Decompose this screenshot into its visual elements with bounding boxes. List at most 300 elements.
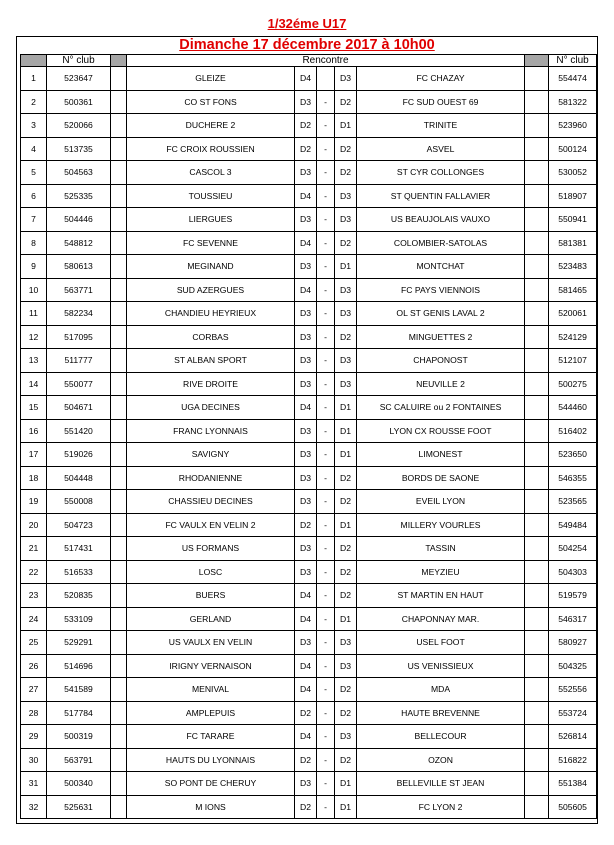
row-number: 15	[21, 396, 47, 420]
home-division: D3	[295, 208, 317, 232]
separator: -	[317, 678, 335, 702]
away-division: D2	[335, 231, 357, 255]
table-row	[21, 560, 597, 584]
home-team: GERLAND	[127, 607, 295, 631]
home-club-number: 500340	[47, 772, 111, 796]
away-club-number: 546355	[549, 466, 597, 490]
home-team: US FORMANS	[127, 537, 295, 561]
away-club-number: 504325	[549, 654, 597, 678]
home-division: D3	[295, 443, 317, 467]
away-club-number: 516402	[549, 419, 597, 443]
spacer-right	[525, 372, 549, 396]
away-club-number: 519579	[549, 584, 597, 608]
home-club-number: 548812	[47, 231, 111, 255]
separator: -	[317, 560, 335, 584]
home-club-number: 504446	[47, 208, 111, 232]
away-club-number: 505605	[549, 795, 597, 819]
away-team: MILLERY VOURLES	[357, 513, 525, 537]
away-team: HAUTE BREVENNE	[357, 701, 525, 725]
spacer-left	[111, 325, 127, 349]
spacer-left	[111, 349, 127, 373]
home-division: D3	[295, 302, 317, 326]
spacer-right	[525, 161, 549, 185]
spacer-right	[525, 349, 549, 373]
away-team: ST MARTIN EN HAUT	[357, 584, 525, 608]
away-club-number: 516822	[549, 748, 597, 772]
separator: -	[317, 443, 335, 467]
spacer-left	[111, 137, 127, 161]
home-team: LOSC	[127, 560, 295, 584]
separator: -	[317, 537, 335, 561]
header-index-cell	[21, 55, 47, 67]
spacer-left	[111, 396, 127, 420]
home-club-number: 529291	[47, 631, 111, 655]
spacer-right	[525, 654, 549, 678]
home-division: D3	[295, 466, 317, 490]
away-team: COLOMBIER-SATOLAS	[357, 231, 525, 255]
home-team: RIVE DROITE	[127, 372, 295, 396]
document-title: 1/32éme U17	[267, 16, 347, 31]
away-club-number: 524129	[549, 325, 597, 349]
away-team: TASSIN	[357, 537, 525, 561]
home-club-number: 504723	[47, 513, 111, 537]
away-club-number: 504254	[549, 537, 597, 561]
away-division: D1	[335, 443, 357, 467]
home-team: CASCOL 3	[127, 161, 295, 185]
away-division: D3	[335, 278, 357, 302]
home-team: GLEIZE	[127, 67, 295, 91]
home-division: D4	[295, 67, 317, 91]
home-division: D4	[295, 607, 317, 631]
home-division: D4	[295, 654, 317, 678]
away-team: ASVEL	[357, 137, 525, 161]
away-team: FC SUD OUEST 69	[357, 90, 525, 114]
away-club-number: 523565	[549, 490, 597, 514]
spacer-left	[111, 255, 127, 279]
table-row	[21, 795, 597, 819]
away-division: D1	[335, 772, 357, 796]
spacer-right	[525, 701, 549, 725]
spacer-right	[525, 137, 549, 161]
table-row	[21, 372, 597, 396]
table-row	[21, 419, 597, 443]
away-club-number: 526814	[549, 725, 597, 749]
spacer-left	[111, 278, 127, 302]
away-division: D2	[335, 678, 357, 702]
away-club-number: 581322	[549, 90, 597, 114]
away-team: ST CYR COLLONGES	[357, 161, 525, 185]
spacer-left	[111, 90, 127, 114]
table-row	[21, 396, 597, 420]
away-team: USEL FOOT	[357, 631, 525, 655]
away-team: BELLEVILLE ST JEAN	[357, 772, 525, 796]
table-row	[21, 137, 597, 161]
home-division: D4	[295, 396, 317, 420]
home-club-number: 551420	[47, 419, 111, 443]
separator: -	[317, 607, 335, 631]
away-club-number: 523483	[549, 255, 597, 279]
spacer-right	[525, 278, 549, 302]
table-row	[21, 302, 597, 326]
separator: -	[317, 325, 335, 349]
home-club-number: 563791	[47, 748, 111, 772]
header-spacer-right	[525, 55, 549, 67]
home-club-number: 582234	[47, 302, 111, 326]
spacer-right	[525, 772, 549, 796]
away-division: D3	[335, 654, 357, 678]
separator: -	[317, 255, 335, 279]
separator: -	[317, 795, 335, 819]
home-club-number: 519026	[47, 443, 111, 467]
home-club-number: 516533	[47, 560, 111, 584]
away-club-number: 551384	[549, 772, 597, 796]
spacer-right	[525, 560, 549, 584]
home-team: RHODANIENNE	[127, 466, 295, 490]
table-row	[21, 772, 597, 796]
separator: -	[317, 184, 335, 208]
spacer-right	[525, 678, 549, 702]
away-club-number: 581381	[549, 231, 597, 255]
separator: -	[317, 90, 335, 114]
row-number: 12	[21, 325, 47, 349]
separator: -	[317, 419, 335, 443]
home-club-number: 550008	[47, 490, 111, 514]
away-division: D2	[335, 466, 357, 490]
spacer-left	[111, 466, 127, 490]
table-row	[21, 678, 597, 702]
spacer-right	[525, 90, 549, 114]
row-number: 11	[21, 302, 47, 326]
spacer-left	[111, 584, 127, 608]
away-division: D2	[335, 701, 357, 725]
row-number: 27	[21, 678, 47, 702]
away-club-number: 504303	[549, 560, 597, 584]
away-division: D1	[335, 607, 357, 631]
spacer-right	[525, 795, 549, 819]
spacer-right	[525, 302, 549, 326]
table-row	[21, 443, 597, 467]
spacer-right	[525, 255, 549, 279]
home-team: CORBAS	[127, 325, 295, 349]
spacer-left	[111, 725, 127, 749]
row-number: 25	[21, 631, 47, 655]
home-team: BUERS	[127, 584, 295, 608]
home-team: SAVIGNY	[127, 443, 295, 467]
away-team: BORDS DE SAONE	[357, 466, 525, 490]
separator: -	[317, 748, 335, 772]
home-division: D3	[295, 161, 317, 185]
separator: -	[317, 396, 335, 420]
spacer-right	[525, 607, 549, 631]
home-club-number: 513735	[47, 137, 111, 161]
home-club-number: 500361	[47, 90, 111, 114]
away-team: OZON	[357, 748, 525, 772]
row-number: 16	[21, 419, 47, 443]
spacer-left	[111, 701, 127, 725]
away-division: D2	[335, 137, 357, 161]
home-team: FC TARARE	[127, 725, 295, 749]
away-club-number: 530052	[549, 161, 597, 185]
table-row	[21, 631, 597, 655]
row-number: 21	[21, 537, 47, 561]
home-division: D3	[295, 560, 317, 584]
away-club-number: 552556	[549, 678, 597, 702]
away-division: D3	[335, 372, 357, 396]
row-number: 7	[21, 208, 47, 232]
document-subtitle: Dimanche 17 décembre 2017 à 10h00	[179, 37, 435, 53]
home-team: M IONS	[127, 795, 295, 819]
spacer-left	[111, 678, 127, 702]
home-team: LIERGUES	[127, 208, 295, 232]
spacer-left	[111, 419, 127, 443]
away-division: D2	[335, 537, 357, 561]
table-row	[21, 349, 597, 373]
separator: -	[317, 631, 335, 655]
header-match: Rencontre	[127, 55, 525, 67]
home-team: SO PONT DE CHERUY	[127, 772, 295, 796]
row-number: 29	[21, 725, 47, 749]
home-division: D4	[295, 278, 317, 302]
away-club-number: 553724	[549, 701, 597, 725]
spacer-right	[525, 184, 549, 208]
away-division: D2	[335, 560, 357, 584]
spacer-right	[525, 584, 549, 608]
home-club-number: 525631	[47, 795, 111, 819]
away-club-number: 550941	[549, 208, 597, 232]
spacer-left	[111, 560, 127, 584]
separator: -	[317, 372, 335, 396]
home-team: UGA DECINES	[127, 396, 295, 420]
home-club-number: 504563	[47, 161, 111, 185]
away-club-number: 523650	[549, 443, 597, 467]
home-team: FC VAULX EN VELIN 2	[127, 513, 295, 537]
home-club-number: 504448	[47, 466, 111, 490]
spacer-right	[525, 325, 549, 349]
home-club-number: 520835	[47, 584, 111, 608]
row-number: 31	[21, 772, 47, 796]
spacer-right	[525, 725, 549, 749]
home-team: DUCHERE 2	[127, 114, 295, 138]
separator: -	[317, 725, 335, 749]
fixtures-table	[20, 54, 597, 819]
away-club-number: 520061	[549, 302, 597, 326]
separator: -	[317, 584, 335, 608]
spacer-left	[111, 302, 127, 326]
home-team: CHANDIEU HEYRIEUX	[127, 302, 295, 326]
header-club-number-left: N° club	[47, 55, 111, 67]
row-number: 2	[21, 90, 47, 114]
spacer-left	[111, 795, 127, 819]
row-number: 14	[21, 372, 47, 396]
away-division: D3	[335, 302, 357, 326]
table-row	[21, 748, 597, 772]
separator: -	[317, 208, 335, 232]
home-division: D3	[295, 490, 317, 514]
home-division: D4	[295, 678, 317, 702]
row-number: 3	[21, 114, 47, 138]
away-club-number: 580927	[549, 631, 597, 655]
table-row	[21, 67, 597, 91]
home-division: D4	[295, 725, 317, 749]
away-team: NEUVILLE 2	[357, 372, 525, 396]
home-team: US VAULX EN VELIN	[127, 631, 295, 655]
away-division: D3	[335, 631, 357, 655]
home-division: D3	[295, 349, 317, 373]
away-team: MONTCHAT	[357, 255, 525, 279]
spacer-right	[525, 513, 549, 537]
away-club-number: 554474	[549, 67, 597, 91]
spacer-left	[111, 513, 127, 537]
home-club-number: 517095	[47, 325, 111, 349]
home-team: CO ST FONS	[127, 90, 295, 114]
away-club-number: 512107	[549, 349, 597, 373]
away-club-number: 500275	[549, 372, 597, 396]
home-team: HAUTS DU LYONNAIS	[127, 748, 295, 772]
spacer-left	[111, 372, 127, 396]
row-number: 10	[21, 278, 47, 302]
spacer-right	[525, 208, 549, 232]
separator: -	[317, 701, 335, 725]
away-club-number: 581465	[549, 278, 597, 302]
home-team: ST ALBAN SPORT	[127, 349, 295, 373]
separator: -	[317, 161, 335, 185]
row-number: 13	[21, 349, 47, 373]
spacer-right	[525, 114, 549, 138]
away-division: D1	[335, 513, 357, 537]
away-team: MINGUETTES 2	[357, 325, 525, 349]
home-club-number: 563771	[47, 278, 111, 302]
row-number: 9	[21, 255, 47, 279]
home-division: D4	[295, 584, 317, 608]
table-row	[21, 607, 597, 631]
separator: -	[317, 114, 335, 138]
away-club-number: 523960	[549, 114, 597, 138]
table-row	[21, 90, 597, 114]
row-number: 18	[21, 466, 47, 490]
table-row	[21, 184, 597, 208]
home-club-number: 525335	[47, 184, 111, 208]
spacer-right	[525, 231, 549, 255]
away-team: CHAPONOST	[357, 349, 525, 373]
away-team: TRINITE	[357, 114, 525, 138]
home-club-number: 550077	[47, 372, 111, 396]
row-number: 26	[21, 654, 47, 678]
separator: -	[317, 513, 335, 537]
home-club-number: 504671	[47, 396, 111, 420]
home-division: D3	[295, 537, 317, 561]
spacer-right	[525, 466, 549, 490]
away-team: EVEIL LYON	[357, 490, 525, 514]
spacer-left	[111, 654, 127, 678]
row-number: 20	[21, 513, 47, 537]
spacer-left	[111, 772, 127, 796]
away-division: D3	[335, 349, 357, 373]
home-club-number: 580613	[47, 255, 111, 279]
away-team: SC CALUIRE ou 2 FONTAINES	[357, 396, 525, 420]
separator: -	[317, 466, 335, 490]
home-team: MEGINAND	[127, 255, 295, 279]
row-number: 4	[21, 137, 47, 161]
header-spacer-left	[111, 55, 127, 67]
away-division: D3	[335, 208, 357, 232]
away-division: D1	[335, 795, 357, 819]
home-division: D2	[295, 114, 317, 138]
home-team: SUD AZERGUES	[127, 278, 295, 302]
home-division: D3	[295, 90, 317, 114]
row-number: 17	[21, 443, 47, 467]
spacer-left	[111, 537, 127, 561]
away-division: D3	[335, 184, 357, 208]
home-division: D4	[295, 231, 317, 255]
home-team: FC SEVENNE	[127, 231, 295, 255]
table-row	[21, 255, 597, 279]
home-club-number: 511777	[47, 349, 111, 373]
away-division: D2	[335, 490, 357, 514]
table-row	[21, 513, 597, 537]
spacer-right	[525, 490, 549, 514]
away-division: D1	[335, 396, 357, 420]
spacer-left	[111, 184, 127, 208]
home-division: D4	[295, 184, 317, 208]
home-division: D2	[295, 701, 317, 725]
separator: -	[317, 231, 335, 255]
row-number: 22	[21, 560, 47, 584]
separator: -	[317, 278, 335, 302]
home-team: FRANC LYONNAIS	[127, 419, 295, 443]
away-division: D1	[335, 419, 357, 443]
away-team: MDA	[357, 678, 525, 702]
home-division: D3	[295, 325, 317, 349]
away-division: D3	[335, 725, 357, 749]
header-club-number-right: N° club	[549, 55, 597, 67]
spacer-left	[111, 114, 127, 138]
away-division: D2	[335, 584, 357, 608]
home-club-number: 500319	[47, 725, 111, 749]
row-number: 24	[21, 607, 47, 631]
table-row	[21, 537, 597, 561]
spacer-left	[111, 607, 127, 631]
home-division: D2	[295, 137, 317, 161]
away-team: MEYZIEU	[357, 560, 525, 584]
separator: -	[317, 490, 335, 514]
row-number: 28	[21, 701, 47, 725]
away-division: D1	[335, 255, 357, 279]
away-club-number: 546317	[549, 607, 597, 631]
row-number: 6	[21, 184, 47, 208]
table-row	[21, 490, 597, 514]
home-club-number: 517431	[47, 537, 111, 561]
away-club-number: 549484	[549, 513, 597, 537]
table-row	[21, 231, 597, 255]
spacer-left	[111, 67, 127, 91]
home-division: D3	[295, 772, 317, 796]
spacer-left	[111, 161, 127, 185]
table-row	[21, 161, 597, 185]
home-division: D3	[295, 372, 317, 396]
home-team: MENIVAL	[127, 678, 295, 702]
away-club-number: 518907	[549, 184, 597, 208]
away-team: LIMONEST	[357, 443, 525, 467]
away-team: US VENISSIEUX	[357, 654, 525, 678]
away-team: FC LYON 2	[357, 795, 525, 819]
spacer-right	[525, 748, 549, 772]
spacer-left	[111, 490, 127, 514]
away-division: D2	[335, 90, 357, 114]
away-division: D2	[335, 325, 357, 349]
away-division: D3	[335, 67, 357, 91]
table-header-row	[21, 55, 597, 67]
row-number: 19	[21, 490, 47, 514]
